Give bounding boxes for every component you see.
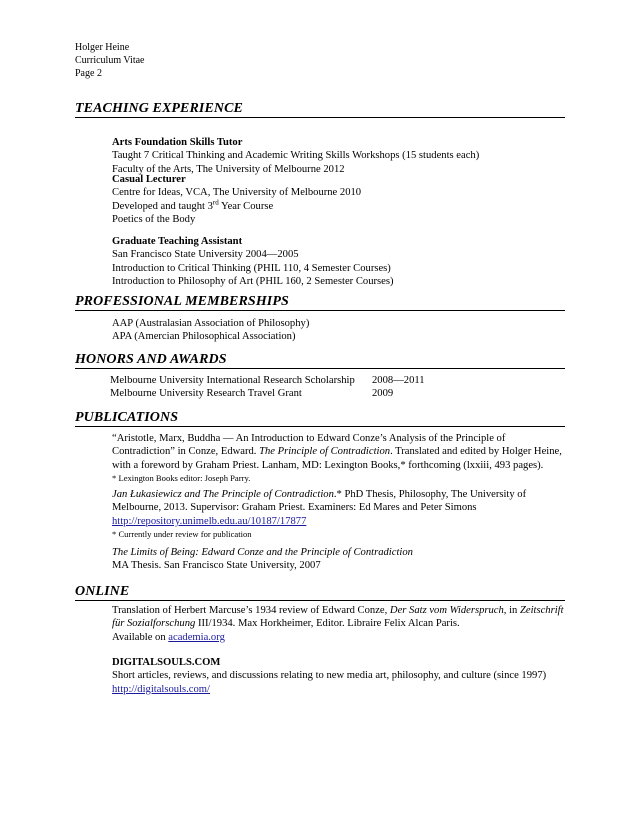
pub-line: Melbourne, 2013. Supervisor: Graham Priest. Examiners: Ed Mares and Peter Simons [112,502,477,514]
pub-line [112,488,526,501]
membership-item: APA (Amercian Philosophical Association) [112,331,296,343]
membership-item: AAP (Australasian Association of Philosophy) [112,318,310,329]
pub-line [112,445,562,458]
online-line [112,604,564,617]
online-line [112,617,564,630]
section-rule-honors [75,368,565,369]
award-name: Melbourne University Research Travel Grant [110,388,302,400]
pub-thesis-title: Jan Łukasiewicz and The Principle of Contradiction [112,489,334,500]
page-header [75,41,144,80]
publication-phd-thesis [112,488,526,541]
job-line: Taught 7 Critical Thinking and Academic Writing Skills Workshops (15 students each) [112,150,480,162]
online-text: Available on [112,631,169,643]
header-doc-title: Curriculum Vitae [75,55,145,66]
section-title-memberships: PROFESSIONAL MEMBERSHIPS [75,294,289,309]
job-role: Arts Foundation Skills Tutor [112,137,243,148]
online-translation [112,604,564,644]
job-line: Faculty of the Arts, The University of Melbourne 2012 [112,163,345,175]
award-name: Melbourne University International Research Scholarship [110,375,355,386]
award-date: 2008—2011 [372,375,425,386]
publication-ma-thesis [112,546,413,573]
pub-line: with a foreword by Graham Priest. Lanham, MD: Lexington Books,* forthcoming (lxxiii, 493 pages). [112,459,544,471]
job-role: Casual Lecturer [112,174,186,185]
section-title-honors: HONORS AND AWARDS [75,352,227,367]
section-rule-teaching [75,117,565,118]
job-line-text: Year Course [218,200,274,212]
section-title-teaching: TEACHING EXPERIENCE [75,101,243,116]
section-rule-publications [75,426,565,427]
academia-link[interactable]: academia.org [168,631,225,643]
online-site-title: DIGITALSOULS.COM [112,657,221,668]
online-line [112,631,564,644]
memberships-list [112,317,309,344]
online-digitalsouls [112,656,546,696]
pub-thesis-title: The Limits of Being: Edward Conze and the Principle of Contradiction [112,547,413,558]
award-row [110,374,425,387]
online-journal-title: für Sozialforschung [112,618,196,630]
job-role: Graduate Teaching Assistant [112,236,243,247]
pub-book-title: The Principle of Contradiction [259,446,391,458]
job-line [112,200,361,213]
online-work-title: Der Satz vom Widerspruch [389,605,504,616]
pub-footnote: * Currently under review for publication [112,528,252,539]
section-title-online: ONLINE [75,584,130,599]
pub-text: . Translated and edited by Holger Heine, [390,446,562,458]
section-title-publications: PUBLICATIONS [75,410,179,425]
online-line: Short articles, reviews, and discussions relating to new media art, philosophy, and culture (since 1997) [112,670,547,682]
pub-footnote: * Lexington Books editor: Joseph Parry. [112,472,251,483]
repository-link[interactable]: http://repository.unimelb.edu.au/10187/17877 [112,515,307,527]
honors-list [110,374,425,401]
ordinal-superscript: rd [212,198,219,207]
online-text: , in [503,605,520,616]
job-lecturer [112,173,361,226]
pub-line: MA Thesis. San Francisco State University, 2007 [112,560,321,572]
job-teaching-assistant [112,235,394,288]
job-line: Centre for Ideas, VCA, The University of Melbourne 2010 [112,187,362,199]
job-line-text: Developed and taught 3 [112,200,213,212]
header-name: Holger Heine [75,42,130,53]
digitalsouls-link[interactable]: http://digitalsouls.com/ [112,683,210,695]
online-text: Translation of Herbert Marcuse’s 1934 review of Edward Conze, [112,605,390,616]
pub-text: Contradiction” in Conze, Edward. [112,446,260,458]
pub-line: “Aristotle, Marx, Buddha — An Introduction to Edward Conze’s Analysis of the Principle of [112,433,506,444]
section-rule-online [75,600,565,601]
job-tutor [112,136,479,176]
award-row [110,387,394,400]
publication-book [112,432,562,485]
pub-text: .* PhD Thesis, Philosophy, The University of [333,489,527,500]
job-line: Introduction to Philosophy of Art (PHIL 160, 2 Semester Courses) [112,275,394,287]
header-page-number: Page 2 [75,68,102,79]
online-journal-title: Zeitschrift [519,605,564,616]
award-date: 2009 [372,388,394,400]
job-line: San Francisco State University 2004—2005 [112,249,299,261]
section-rule-memberships [75,310,565,311]
online-text: III/1934. Max Horkheimer, Editor. Libraire Felix Alcan Paris. [195,618,460,630]
job-line: Introduction to Critical Thinking (PHIL 110, 4 Semester Courses) [112,262,391,274]
job-line: Poetics of the Body [112,213,196,225]
